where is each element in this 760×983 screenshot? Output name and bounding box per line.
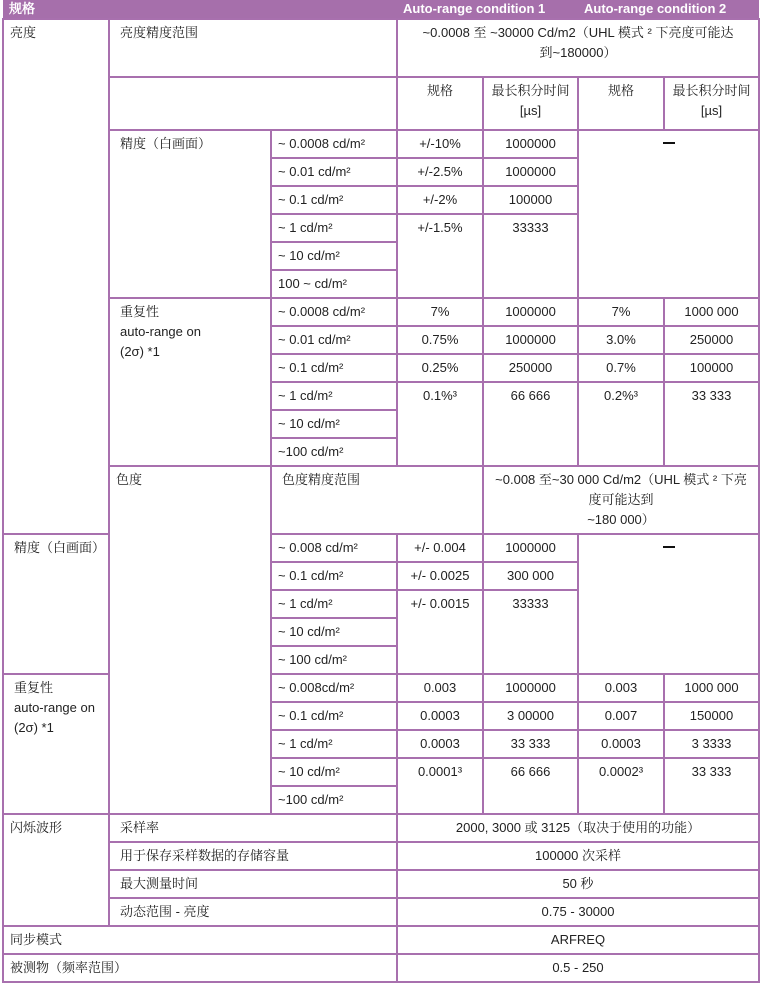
- spec2-cell: 0.7%: [578, 354, 664, 382]
- time-cell: 1000000: [483, 534, 578, 562]
- time1-cell: 3 00000: [483, 702, 578, 730]
- flicker-item-value: 2000, 3000 或 3125（取决于使用的功能）: [397, 814, 759, 842]
- level-cell: ~ 100 cd/m²: [271, 646, 397, 674]
- chromaticity-accuracy-cond2: [578, 534, 759, 674]
- chromaticity-label: 色度: [109, 466, 271, 814]
- luminance-accuracy-cond2: [578, 130, 759, 298]
- spec1-cell: 0.0003: [397, 702, 483, 730]
- level-cell: ~ 0.0008 cd/m²: [271, 130, 397, 158]
- level-cell: ~100 cd/m²: [271, 786, 397, 814]
- spec1-cell: 0.0003: [397, 730, 483, 758]
- flicker-item-name: 用于保存采样数据的存储容量: [109, 842, 397, 870]
- time1-cell: 1000000: [483, 298, 578, 326]
- time2-cell: 250000: [664, 326, 759, 354]
- spec2-cell: 0.0002³: [578, 758, 664, 814]
- level-cell: ~ 0.01 cd/m²: [271, 326, 397, 354]
- time1-cell: 66 666: [483, 758, 578, 814]
- spec-cell: +/-2%: [397, 186, 483, 214]
- spec2-cell: 3.0%: [578, 326, 664, 354]
- level-cell: ~ 10 cd/m²: [271, 242, 397, 270]
- time1-cell: 1000000: [483, 674, 578, 702]
- table-row: [3, 298, 759, 326]
- flicker-row: [3, 842, 759, 870]
- empty-cell: [109, 77, 397, 130]
- sync-mode-value: ARFREQ: [397, 926, 759, 954]
- level-cell: ~ 0.1 cd/m²: [271, 354, 397, 382]
- sync-mode-row: [3, 926, 759, 954]
- level-cell: ~ 10 cd/m²: [271, 410, 397, 438]
- time-cell: 100000: [483, 186, 578, 214]
- flicker-label: 闪烁波形: [3, 814, 109, 926]
- spec-cell: +/- 0.0015: [397, 590, 483, 674]
- table-header-row: [3, 0, 759, 19]
- chromaticity-range-label: 色度精度范围: [271, 466, 483, 534]
- spec2-cell: 7%: [578, 298, 664, 326]
- spec1-cell: 0.1%³: [397, 382, 483, 466]
- flicker-item-value: 0.75 - 30000: [397, 898, 759, 926]
- level-cell: ~ 10 cd/m²: [271, 618, 397, 646]
- flicker-row: [3, 870, 759, 898]
- flicker-item-name: 动态范围 - 亮度: [109, 898, 397, 926]
- level-cell: ~ 0.0008 cd/m²: [271, 298, 397, 326]
- spec1-cell: 0.75%: [397, 326, 483, 354]
- level-cell: ~ 0.1 cd/m²: [271, 186, 397, 214]
- time2-cell: 1000 000: [664, 298, 759, 326]
- spec-table: [2, 0, 760, 983]
- repeatability-title: 重复性: [120, 304, 160, 319]
- luminance-range-label: 亮度精度范围: [109, 19, 397, 77]
- repeatability-sub2: (2σ) *1: [120, 344, 160, 359]
- luminance-range-line2: 到~180000）: [539, 45, 617, 60]
- flicker-item-name: 采样率: [109, 814, 397, 842]
- spec-cell: +/-2.5%: [397, 158, 483, 186]
- level-cell: ~100 cd/m²: [271, 438, 397, 466]
- spec1-cell: 7%: [397, 298, 483, 326]
- dash-icon: [663, 142, 675, 144]
- chromaticity-accuracy-label: 精度（白画面）: [3, 534, 109, 674]
- chromaticity-range-line1: ~0.008 至~30 000 Cd/m2（UHL 模式 ² 下亮度可能达到: [495, 472, 747, 507]
- time-cell: 33333: [483, 214, 578, 298]
- level-cell: ~ 1 cd/m²: [271, 590, 397, 618]
- time2-cell: 100000: [664, 354, 759, 382]
- level-cell: ~ 0.1 cd/m²: [271, 702, 397, 730]
- spec-cell: +/- 0.0025: [397, 562, 483, 590]
- level-cell: ~ 1 cd/m²: [271, 730, 397, 758]
- repeatability-title: 重复性: [14, 680, 54, 695]
- repeatability-sub2: (2σ) *1: [14, 720, 54, 735]
- chromaticity-range-value: [483, 466, 759, 534]
- spec-cell: +/-10%: [397, 130, 483, 158]
- col-header-spec-1: 规格: [397, 77, 483, 130]
- flicker-item-name: 最大测量时间: [109, 870, 397, 898]
- time-cell: 33333: [483, 590, 578, 674]
- spec-cell: +/- 0.004: [397, 534, 483, 562]
- table-row: [3, 130, 759, 158]
- level-cell: ~ 0.1 cd/m²: [271, 562, 397, 590]
- spec2-cell: 0.2%³: [578, 382, 664, 466]
- flicker-row: [3, 814, 759, 842]
- dash-icon: [663, 546, 675, 548]
- repeatability-sub1: auto-range on: [14, 700, 95, 715]
- level-cell: ~ 0.008cd/m²: [271, 674, 397, 702]
- flicker-item-value: 50 秒: [397, 870, 759, 898]
- spec-cell: +/-1.5%: [397, 214, 483, 298]
- spec1-cell: 0.25%: [397, 354, 483, 382]
- luminance-label: 亮度: [3, 19, 109, 534]
- flicker-row: [3, 898, 759, 926]
- time2-cell: 150000: [664, 702, 759, 730]
- luminance-accuracy-label: 精度（白画面）: [109, 130, 271, 298]
- time-cell: 300 000: [483, 562, 578, 590]
- time1-cell: 33 333: [483, 730, 578, 758]
- luminance-repeatability-label: [109, 298, 271, 466]
- chromaticity-range-row: [3, 466, 759, 534]
- time1-cell: 66 666: [483, 382, 578, 466]
- luminance-range-value: [397, 19, 759, 77]
- spec1-cell: 0.003: [397, 674, 483, 702]
- repeatability-sub1: auto-range on: [120, 324, 201, 339]
- level-cell: 100 ~ cd/m²: [271, 270, 397, 298]
- level-cell: ~ 1 cd/m²: [271, 214, 397, 242]
- header-condition-2: Auto-range condition 2: [578, 0, 759, 19]
- level-cell: ~ 1 cd/m²: [271, 382, 397, 410]
- time2-cell: 3 3333: [664, 730, 759, 758]
- time2-cell: 33 333: [664, 758, 759, 814]
- target-value: 0.5 - 250: [397, 954, 759, 982]
- level-cell: ~ 0.008 cd/m²: [271, 534, 397, 562]
- flicker-item-value: 100000 次采样: [397, 842, 759, 870]
- time1-cell: 1000000: [483, 326, 578, 354]
- luminance-col-header-row: [3, 77, 759, 130]
- chromaticity-range-line2: ~180 000）: [587, 512, 655, 527]
- col-header-max-integ-2: 最长积分时间 [µs]: [664, 77, 759, 130]
- level-cell: ~ 10 cd/m²: [271, 758, 397, 786]
- col-header-max-integ-1: 最长积分时间 [µs]: [483, 77, 578, 130]
- spec2-cell: 0.007: [578, 702, 664, 730]
- target-row: [3, 954, 759, 982]
- spec2-cell: 0.003: [578, 674, 664, 702]
- time-cell: 1000000: [483, 130, 578, 158]
- luminance-range-line1: ~0.0008 至 ~30000 Cd/m2（UHL 模式 ² 下亮度可能达: [422, 25, 734, 40]
- header-condition-1: Auto-range condition 1: [397, 0, 578, 19]
- col-header-spec-2: 规格: [578, 77, 664, 130]
- time-cell: 1000000: [483, 158, 578, 186]
- time2-cell: 33 333: [664, 382, 759, 466]
- level-cell: ~ 0.01 cd/m²: [271, 158, 397, 186]
- sync-mode-label: 同步模式: [3, 926, 397, 954]
- luminance-range-row: [3, 19, 759, 77]
- time2-cell: 1000 000: [664, 674, 759, 702]
- target-label: 被测物（频率范围）: [3, 954, 397, 982]
- spec1-cell: 0.0001³: [397, 758, 483, 814]
- header-spec: 规格: [3, 0, 397, 19]
- time1-cell: 250000: [483, 354, 578, 382]
- spec2-cell: 0.0003: [578, 730, 664, 758]
- chromaticity-repeatability-label: [3, 674, 109, 814]
